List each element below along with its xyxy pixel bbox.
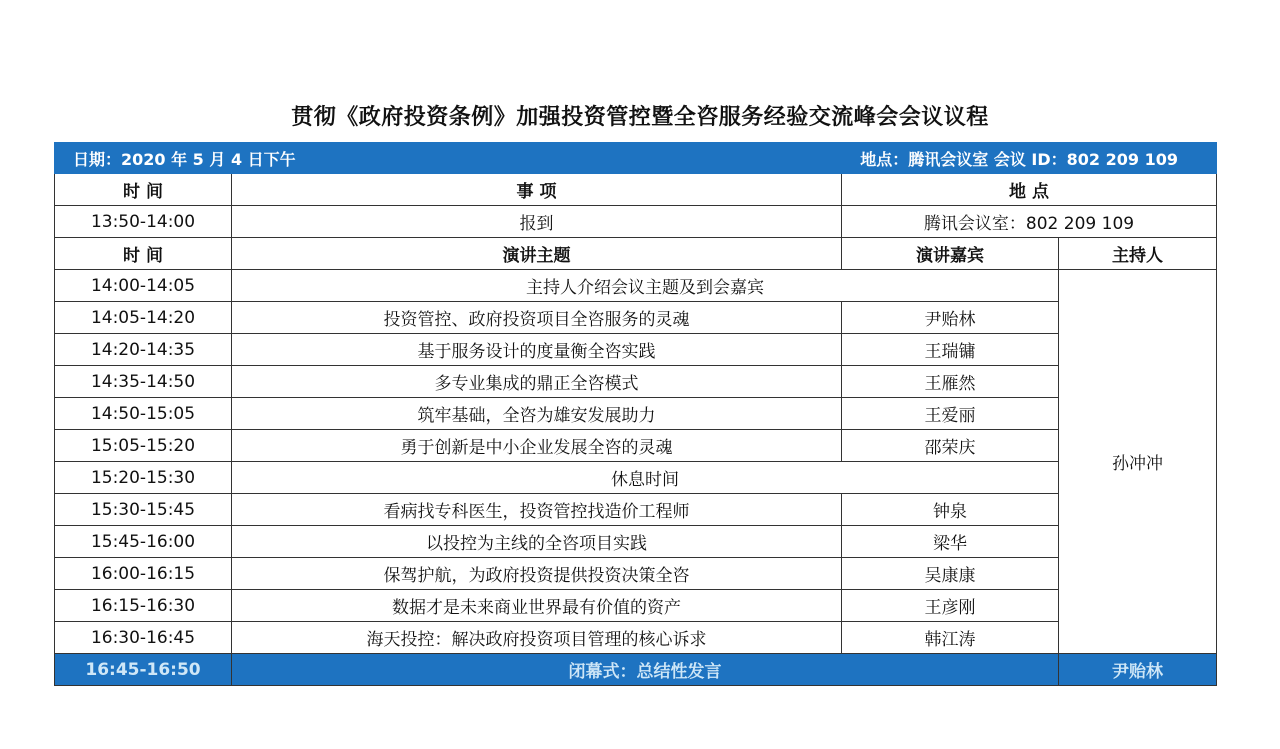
session-topic: 海天投控：解决政府投资项目管理的核心诉求 (232, 622, 842, 654)
session-time: 14:00-14:05 (55, 270, 232, 302)
session-speaker: 王瑞镛 (842, 334, 1059, 366)
session-time: 15:05-15:20 (55, 430, 232, 462)
session-time: 14:35-14:50 (55, 366, 232, 398)
column-header-speaker: 演讲嘉宾 (842, 238, 1059, 270)
table-row (55, 526, 1217, 558)
table-row (55, 366, 1217, 398)
session-topic: 勇于创新是中小企业发展全咨的灵魂 (232, 430, 842, 462)
registration-item: 报到 (232, 206, 842, 238)
session-topic: 数据才是未来商业世界最有价值的资产 (232, 590, 842, 622)
info-band (55, 143, 1217, 174)
page-title: 贯彻《政府投资条例》加强投资管控暨全咨服务经验交流峰会会议议程 (291, 105, 989, 130)
session-speaker: 钟泉 (842, 494, 1059, 526)
session-speaker: 吴康康 (842, 558, 1059, 590)
registration-row (55, 206, 1217, 238)
table-row (55, 462, 1217, 494)
column-header-place: 地 点 (842, 174, 1217, 206)
closing-row (55, 654, 1217, 686)
session-speaker: 尹贻林 (842, 302, 1059, 334)
session-topic: 休息时间 (232, 462, 1059, 494)
session-time: 16:30-16:45 (55, 622, 232, 654)
closing-topic: 闭幕式：总结性发言 (232, 654, 1059, 686)
session-topic: 以投控为主线的全咨项目实践 (232, 526, 842, 558)
session-speaker: 王雁然 (842, 366, 1059, 398)
session-time: 15:30-15:45 (55, 494, 232, 526)
column-header-topic: 演讲主题 (232, 238, 842, 270)
session-time: 15:45-16:00 (55, 526, 232, 558)
column-header-time-2: 时 间 (55, 238, 232, 270)
session-time: 14:20-14:35 (55, 334, 232, 366)
table-row (55, 558, 1217, 590)
session-topic: 主持人介绍会议主题及到会嘉宾 (232, 270, 1059, 302)
table-row (55, 622, 1217, 654)
table-row (55, 302, 1217, 334)
session-topic: 多专业集成的鼎正全咨模式 (232, 366, 842, 398)
registration-place: 腾讯会议室：802 209 109 (842, 206, 1217, 238)
session-topic: 看病找专科医生，投资管控找造价工程师 (232, 494, 842, 526)
table-row (55, 590, 1217, 622)
date-label: 日期：2020 年 5 月 4 日下午 (55, 143, 842, 174)
closing-speaker: 尹贻林 (1059, 654, 1217, 686)
column-header-row-2 (55, 238, 1217, 270)
session-topic: 保驾护航，为政府投资提供投资决策全咨 (232, 558, 842, 590)
table-row (55, 430, 1217, 462)
table-row (55, 398, 1217, 430)
column-header-host: 主持人 (1059, 238, 1217, 270)
session-time: 16:15-16:30 (55, 590, 232, 622)
session-topic: 筑牢基础，全咨为雄安发展助力 (232, 398, 842, 430)
session-time: 15:20-15:30 (55, 462, 232, 494)
session-topic: 投资管控、政府投资项目全咨服务的灵魂 (232, 302, 842, 334)
session-speaker: 王彦刚 (842, 590, 1059, 622)
table-row (55, 494, 1217, 526)
closing-time: 16:45-16:50 (55, 654, 232, 686)
session-time: 14:05-14:20 (55, 302, 232, 334)
registration-time: 13:50-14:00 (55, 206, 232, 238)
session-speaker: 韩江涛 (842, 622, 1059, 654)
session-topic: 基于服务设计的度量衡全咨实践 (232, 334, 842, 366)
table-row (55, 334, 1217, 366)
session-time: 14:50-15:05 (55, 398, 232, 430)
host-name: 孙冲冲 (1059, 270, 1217, 654)
session-speaker: 邵荣庆 (842, 430, 1059, 462)
column-header-item: 事 项 (232, 174, 842, 206)
column-header-row (55, 174, 1217, 206)
agenda-table (54, 142, 1217, 686)
session-time: 16:00-16:15 (55, 558, 232, 590)
session-speaker: 王爱丽 (842, 398, 1059, 430)
column-header-time: 时 间 (55, 174, 232, 206)
session-speaker: 梁华 (842, 526, 1059, 558)
table-row (55, 270, 1217, 302)
location-label: 地点：腾讯会议室 会议 ID：802 209 109 (842, 143, 1217, 174)
